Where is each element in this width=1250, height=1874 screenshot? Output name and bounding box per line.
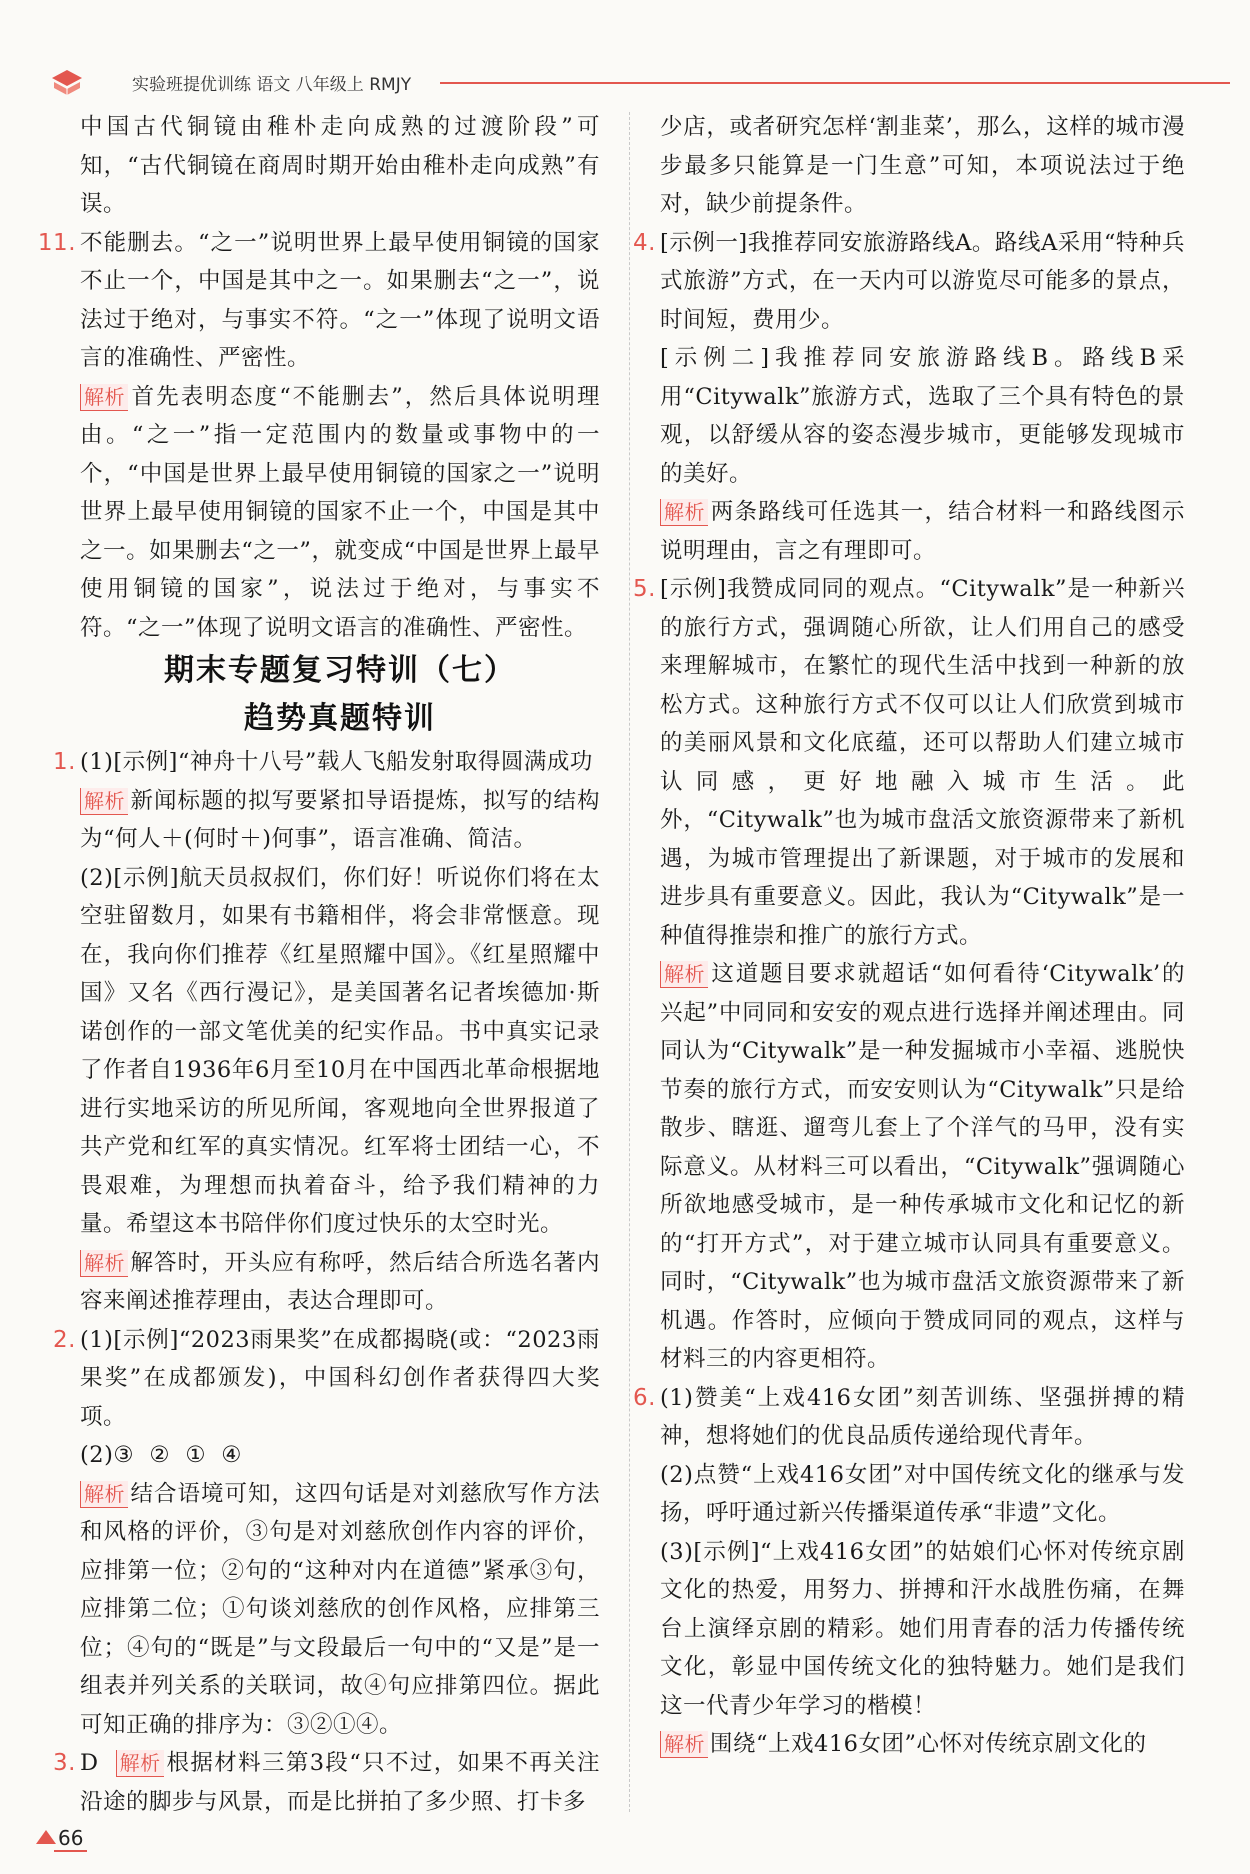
section-title: 期末专题复习特训（七） (164, 653, 516, 688)
analysis-text: 结合语境可知，这四句话是对刘慈欣写作方法和风格的评价，③句是对刘慈欣创作内容的评价，应排第一位；②句的“这种对内在道德”紧承③句，应排第二位；①句谈刘慈欣的创作风格，应排第三位；④句的“既是”与文段最后一句中的“又是”是一组表并列关系的关联词，故④句应排第四位。据此可知正确的排序为：③②①④。 (80, 1480, 600, 1738)
analysis-tag: 解析 (116, 1750, 164, 1777)
answer-part-2: (2)[示例]航天员叔叔们，你们好！听说你们将在太空驻留数月，如果有书籍相伴，将会非常惬意。现在，我向你们推荐《红星照耀中国》。《红星照耀中国》又名《西行漫记》，是美国著名记者埃德加·斯诺创作的一部文笔优美的纪实作品。书中真实记录了作者自1936年6月至10月在中国西北革命根据地进行实地采访的所见所闻，客观地向全世界报道了共产党和红军的真实情况。红军将士团结一心，不畏艰难，为理想而执着奋斗，给予我们精神的力量。希望这本书陪伴你们度过快乐的太空时光。 (80, 864, 600, 1237)
analysis-tag: 解析 (80, 1481, 128, 1508)
analysis-block (660, 1725, 1185, 1764)
answer-part-3: (3)[示例]“上戏416女团”的姑娘们心怀对传统京剧文化的热爱，用努力、拼搏和汗水战胜伤痛，在舞台上演绎京剧的精彩。她们用青春的活力传播传统文化，彰显中国传统文化的独特魅力。她们是我们这一代青少年学习的楷模！ (660, 1538, 1185, 1719)
analysis-text: 新闻标题的拟写要紧扣导语提炼，拟写的结构为“何人＋(何时＋)何事”，语言准确、简洁。 (80, 787, 600, 852)
answer-part-1: (1)[示例]“2023雨果奖”在成都揭晓(或：“2023雨果奖”在成都颁发)，中国科幻创作者获得四大奖项。 (80, 1326, 600, 1430)
question-3 (53, 1744, 600, 1821)
intro-paragraph: 中国古代铜镜由稚朴走向成熟的过渡阶段”可知，“古代铜镜在商周时期开始由稚朴走向成熟”有误。 (80, 114, 600, 217)
answer-part-2: (2)③ ② ① ④ (80, 1442, 242, 1468)
analysis-text: 首先表明态度“不能删去”，然后具体说明理由。“之一”指一定范围内的数量或事物中的一个，“中国是世界上最早使用铜镜的国家之一”说明世界上最早使用铜镜的国家不止一个，中国是其中之一。如果删去“之一”，就变成“中国是世界上最早使用铜镜的国家”，说法过于绝对，与事实不符。“之一”体现了说明文语言的准确性、严密性。 (80, 383, 600, 641)
analysis-block (660, 493, 1185, 570)
question-6 (633, 1379, 1185, 1764)
analysis-text: 两条路线可任选其一，结合材料一和路线图示说明理由，言之有理即可。 (660, 499, 1185, 564)
analysis-text: 这道题目要求就超话“如何看待‘Citywalk’的兴起”中同同和安安的观点进行选择并阐述理由。同同认为“Citywalk”是一种发掘城市小幸福、逃脱快节奏的旅行方式，而安安则认为“Citywalk”只是给散步、瞎逛、遛弯儿套上了个洋气的马甲，没有实际意义。从材料三可以看出，“Citywalk”强调随心所欲地感受城市，是一种传承城市文化和记忆的新的“打开方式”，对于建立城市认同具有重要意义。同时，“Citywalk”也为城市盘活文旅资源带来了新机遇。作答时，应倾向于赞成同同的观点，这样与材料三的内容更相符。 (660, 961, 1185, 1372)
answer-example-1: [示例一]我推荐同安旅游路线A。路线A采用“特种兵式旅游”方式，在一天内可以游览尽可能多的景点，时间短，费用少。 (660, 229, 1185, 333)
answer-part-2: (2)点赞“上戏416女团”对中国传统文化的继承与发扬，呼吁通过新兴传播渠道传承“非遗”文化。 (660, 1461, 1185, 1526)
analysis-block (80, 782, 600, 859)
analysis-tag: 解析 (80, 788, 128, 815)
analysis-tag: 解析 (80, 1250, 128, 1277)
question-11 (37, 224, 600, 648)
analysis-block (80, 378, 600, 648)
analysis-block (660, 955, 1185, 1379)
answer-part-1: (1)赞美“上戏416女团”刻苦训练、坚强拼搏的精神，想将她们的优良品质传递给现代青年。 (660, 1384, 1185, 1449)
question-number: 1. (53, 749, 76, 775)
right-column (633, 108, 1185, 1764)
arrow-up-icon (36, 1830, 56, 1844)
page-number-badge (36, 1822, 87, 1856)
question-5 (633, 570, 1185, 1379)
left-column (37, 108, 600, 1821)
answer-text: [示例]我赞成同同的观点。“Citywalk”是一种新兴的旅行方式，强调随心所欲，让人们用自己的感受来理解城市，在繁忙的现代生活中找到一种新的放松方式。这种旅行方式不仅可以让人们欣赏到城市的美丽风景和文化底蕴，还可以帮助人们建立城市认同感，更好地融入城市生活。此外，“Citywalk”也为城市盘活文旅资源带来了新机遇，为城市管理提出了新课题，对于城市的发展和进步具有重要意义。因此，我认为“Citywalk”是一种值得推崇和推广的旅行方式。 (660, 576, 1185, 949)
question-number: 5. (633, 576, 656, 602)
column-divider (629, 112, 630, 1812)
header-title: 实验班提优训练 语文 八年级上 RMJY (132, 75, 412, 95)
analysis-block (80, 1475, 600, 1745)
question-number: 11. (37, 229, 76, 256)
section-subtitle: 趋势真题特训 (244, 701, 436, 736)
question-4 (633, 224, 1185, 571)
header-rule (440, 82, 1230, 84)
book-logo-icon (48, 64, 86, 100)
analysis-text: 根据材料三第3段“只不过，如果不再关注沿途的脚步与风景，而是比拼拍了多少照、打卡多 (80, 1750, 600, 1815)
analysis-text: 解答时，开头应有称呼，然后结合所选名著内容来阐述推荐理由，表达合理即可。 (80, 1249, 600, 1314)
answer-text: 不能删去。“之一”说明世界上最早使用铜镜的国家不止一个，中国是其中之一。如果删去“之一”，说法过于绝对，与事实不符。“之一”体现了说明文语言的准确性、严密性。 (80, 229, 600, 371)
question-number: 3. (53, 1750, 76, 1776)
continued-paragraph: 少店，或者研究怎样‘割韭菜’，那么，这样的城市漫步最多只能算是一门生意”可知，本项说法过于绝对，缺少前提条件。 (660, 114, 1185, 217)
question-1 (53, 743, 600, 1321)
answer-choice: D (80, 1750, 99, 1776)
analysis-block (80, 1744, 600, 1821)
analysis-text: 围绕“上戏416女团”心怀对传统京剧文化的 (710, 1731, 1147, 1757)
analysis-block (80, 1244, 600, 1321)
answer-part-1: (1)[示例]“神舟十八号”载人飞船发射取得圆满成功 (80, 749, 593, 775)
question-number: 2. (53, 1326, 76, 1353)
answer-example-2: [示例二]我推荐同安旅游路线B。路线B采用“Citywalk”旅游方式，选取了三个具有特色的景观，以舒缓从容的姿态漫步城市，更能够发现城市的美好。 (660, 345, 1185, 487)
question-number: 4. (633, 229, 656, 256)
question-number: 6. (633, 1384, 656, 1411)
page-header (40, 58, 1200, 108)
analysis-tag: 解析 (80, 384, 128, 411)
page-number: 66 (54, 1826, 87, 1852)
analysis-tag: 解析 (660, 961, 708, 988)
question-2 (53, 1321, 600, 1745)
analysis-tag: 解析 (660, 1731, 708, 1758)
analysis-tag: 解析 (660, 499, 708, 526)
